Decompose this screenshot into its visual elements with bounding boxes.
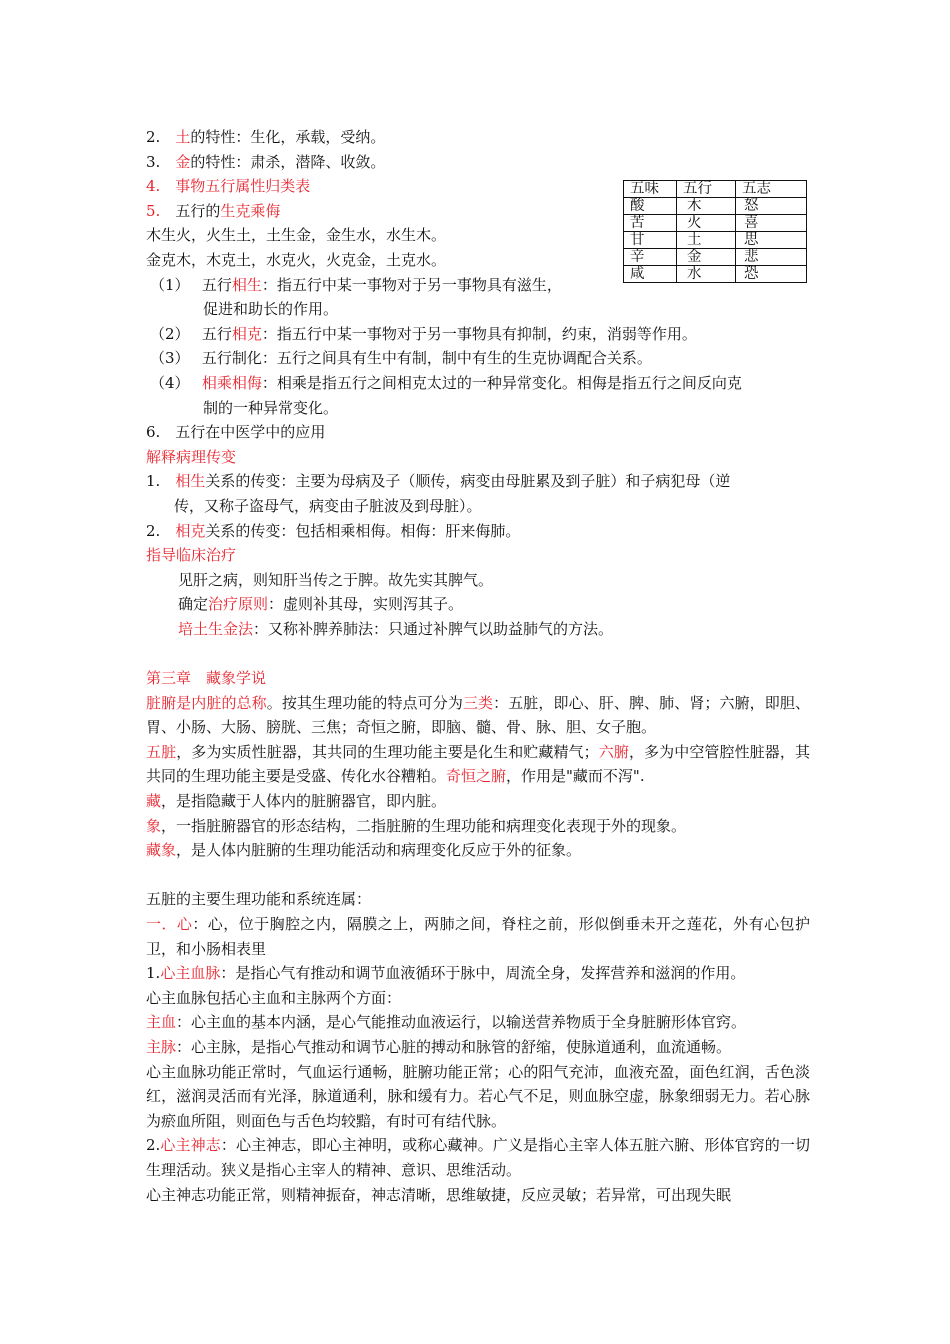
line-text: 五行 [201,275,232,294]
table-header-cell: 五行 [677,181,736,198]
highlight-term: 五脏 [146,742,177,761]
table-cell: 思 [736,232,807,249]
line-text: 关系的传变：包括相乘相侮。相侮：肝来侮肺。 [205,521,521,540]
item-number: 2. [146,521,161,540]
section-heading: 6. 五行在中医学中的应用 [146,423,326,442]
line-text: ：虚则补其母，实则泻其子。 [268,595,464,614]
table-cell: 土 [677,232,736,249]
line-text: 的特性：生化，承载，受纳。 [190,128,386,146]
highlight-term: 奇恒之腑 [446,767,507,786]
text-line [146,592,810,617]
highlight-term: 相克 [231,324,262,343]
line-text: ，多为中空管腔性脏器，其共同的生理功能主要是受盛、传化水谷糟粕。 [146,742,810,786]
item-number: （3） [150,349,183,368]
text-line: 心主血脉包括心主血和主脉两个方面： [146,988,402,1007]
table-header-cell: 五志 [736,181,807,198]
line-text: 的特性：肃杀，潜降、收敛。 [190,152,386,171]
highlight-term: 心主神志 [160,1136,221,1155]
table-cell: 咸 [624,266,677,283]
text-line: 金克木，木克土，水克火，火克金，土克水。 [146,250,447,269]
text-line [146,150,810,175]
highlight-term: 治疗原则 [208,595,269,614]
line-text: 确定 [178,595,209,614]
table-cell: 火 [677,215,736,232]
highlight-term: 生克乘侮 [220,201,281,220]
line-text: ，作用是"藏而不泻". [506,767,645,786]
highlight-term: 主血 [146,1013,177,1032]
line-text: ：指五行中某一事物对于另一事物具有滋生， [261,275,562,294]
table-cell: 酸 [624,198,677,215]
section-heading: 指导临床治疗 [146,546,237,565]
table-row [624,249,807,266]
line-text: ，一指脏腑器官的形态结构，二指脏腑的生理功能和病理变化表现于外的现象。 [161,816,687,835]
paragraph [146,961,810,986]
line-text: ：五脏，即心、肝、脾、肺、肾；六腑，即胆、胃、小肠、大肠、膀胱、三焦；奇恒之腑，即脑、髓、骨、脉、胆、女子胞。 [146,693,810,737]
text-line: 见肝之病，则知肝当传之于脾。故先实其脾气。 [178,570,494,589]
paragraph [146,1035,810,1060]
line-text: 五行 [201,324,232,343]
text-line [146,838,810,863]
table-header-cell: 五味 [624,181,677,198]
text-line [146,125,810,150]
table-row [624,198,807,215]
line-text: 五行制化：五行之间具有生中有制，制中有生的生克协调配合关系。 [201,349,652,368]
highlight-term: 主脉 [146,1037,177,1056]
line-text: 制的一种异常变化。 [203,398,339,417]
highlight-term: 相乘相侮 [201,373,262,392]
line-text: ：心主神志，即心主神明，或称心藏神。广义是指心主宰人体五脏六腑、形体官窍的一切生理活动。狭义是指心主宰人的精神、意识、思维活动。 [146,1136,810,1179]
table-row [624,266,807,283]
highlight-term: 金 [175,152,191,171]
highlight-term: 土 [175,128,191,146]
line-text: 关系的传变：主要为母病及子（顺传，病变由母脏累及到子脏）和子病犯母（逆 [205,472,731,491]
paragraph [146,1133,810,1182]
table-cell: 金 [677,249,736,266]
list-item [146,322,810,347]
item-number: 3. [146,152,161,171]
highlight-term: 相生 [175,472,206,491]
paragraph [146,691,810,740]
text-line [146,617,810,642]
highlight-term: 相克 [175,521,206,540]
line-text: 。按其生理功能的特点可分为 [266,693,463,712]
line-text: ，是指隐藏于人体内的脏腑器官，即内脏。 [161,792,447,811]
table-cell: 苦 [624,215,677,232]
paragraph: 心主血脉功能正常时，气血运行通畅，脏腑功能正常；心的阳气充沛，血液充盈，面色红润，舌色淡红，滋润灵活而有光泽，脉道通利，脉和缓有力。若心气不足，则血脉空虚，脉象细弱无力。若心脉为瘀血所阻，则面色与舌色均较黯，有时可有结代脉。 [146,1062,810,1130]
table-row [624,232,807,249]
highlight-term: 培土生金法 [178,619,254,638]
line-text: ：心，位于胸腔之内，隔膜之上，两肺之间，脊柱之前，形似倒垂未开之莲花，外有心包护卫，和小肠相表里 [146,915,810,958]
highlight-term: 相生 [231,275,262,294]
item-number: （1） [150,275,183,294]
list-item [146,519,810,544]
line-text: ：相乘是指五行之间相克太过的一种异常变化。相侮是指五行之间反向克 [261,373,742,392]
item-number: （2） [150,324,183,343]
table-cell: 怒 [736,198,807,215]
item-number: （4） [150,373,183,392]
highlight-term: 象 [146,816,162,835]
table-cell: 恐 [736,266,807,283]
item-number: 1. [146,472,161,491]
item-number: 1. [146,964,161,983]
highlight-term: 三类 [462,693,494,712]
chapter-title: 第三章 藏象学说 [146,669,267,688]
line-text: ，是人体内脏腑的生理功能活动和病理变化反应于外的征象。 [176,841,582,860]
line-text: 促进和助长的作用。 [203,300,339,319]
paragraph [146,740,810,789]
section-heading: 4. 事物五行属性归类表 [146,177,311,196]
text-line [146,814,810,839]
item-number: 2. [146,128,161,146]
table-cell: 喜 [736,215,807,232]
highlight-term: 六腑 [598,742,629,761]
highlight-term: 一．心 [146,915,193,933]
highlight-term: 藏 [146,792,162,811]
line-text: ：又称补脾养肺法：只通过补脾气以助益肺气的方法。 [253,619,614,638]
text-line: 心主神志功能正常，则精神振奋，神志清晰，思维敏捷，反应灵敏；若异常，可出现失眠 [146,1185,732,1204]
line-text: 传，又称子盗母气，病变由子脏波及到母脏）。 [174,496,482,515]
document-body [146,125,810,1207]
line-text: ：心主脉，是指心气推动和调节心脏的搏动和脉管的舒缩，使脉道通利，血流通畅。 [176,1037,732,1056]
text-line: 五脏的主要生理功能和系统连属： [146,890,372,909]
highlight-term: 脏腑是内脏的总称 [146,693,267,712]
table-row [624,215,807,232]
highlight-term: 心主血脉 [160,964,221,983]
table-header-row [624,181,807,198]
line-text: ：是指心气有推动和调节血液循环于脉中，周流全身，发挥营养和滋润的作用。 [220,964,746,983]
paragraph [146,912,810,961]
item-number: 2. [146,1136,161,1155]
text-line: 木生火，火生土，土生金，金生水，水生木。 [146,226,447,245]
item-number: 5. [146,201,161,220]
table-cell: 水 [677,266,736,283]
list-item [146,346,810,371]
table-cell: 悲 [736,249,807,266]
line-text: ，多为实质性脏器，其共同的生理功能主要是化生和贮藏精气； [176,742,599,761]
line-text: ：指五行中某一事物对于另一事物具有抑制，约束，消弱等作用。 [261,324,697,343]
line-text: 五行的 [175,201,221,220]
list-item [146,371,810,420]
line-text: ：心主血的基本内涵，是心气能推动血液运行，以输送营养物质于全身脏腑形体官窍。 [176,1013,747,1032]
table-cell: 木 [677,198,736,215]
five-elements-table [623,180,807,283]
paragraph [146,1010,810,1035]
table-cell: 辛 [624,249,677,266]
list-item [146,469,810,518]
highlight-term: 藏象 [146,841,177,860]
table-cell: 甘 [624,232,677,249]
text-line [146,789,810,814]
section-heading: 解释病理传变 [146,447,237,466]
